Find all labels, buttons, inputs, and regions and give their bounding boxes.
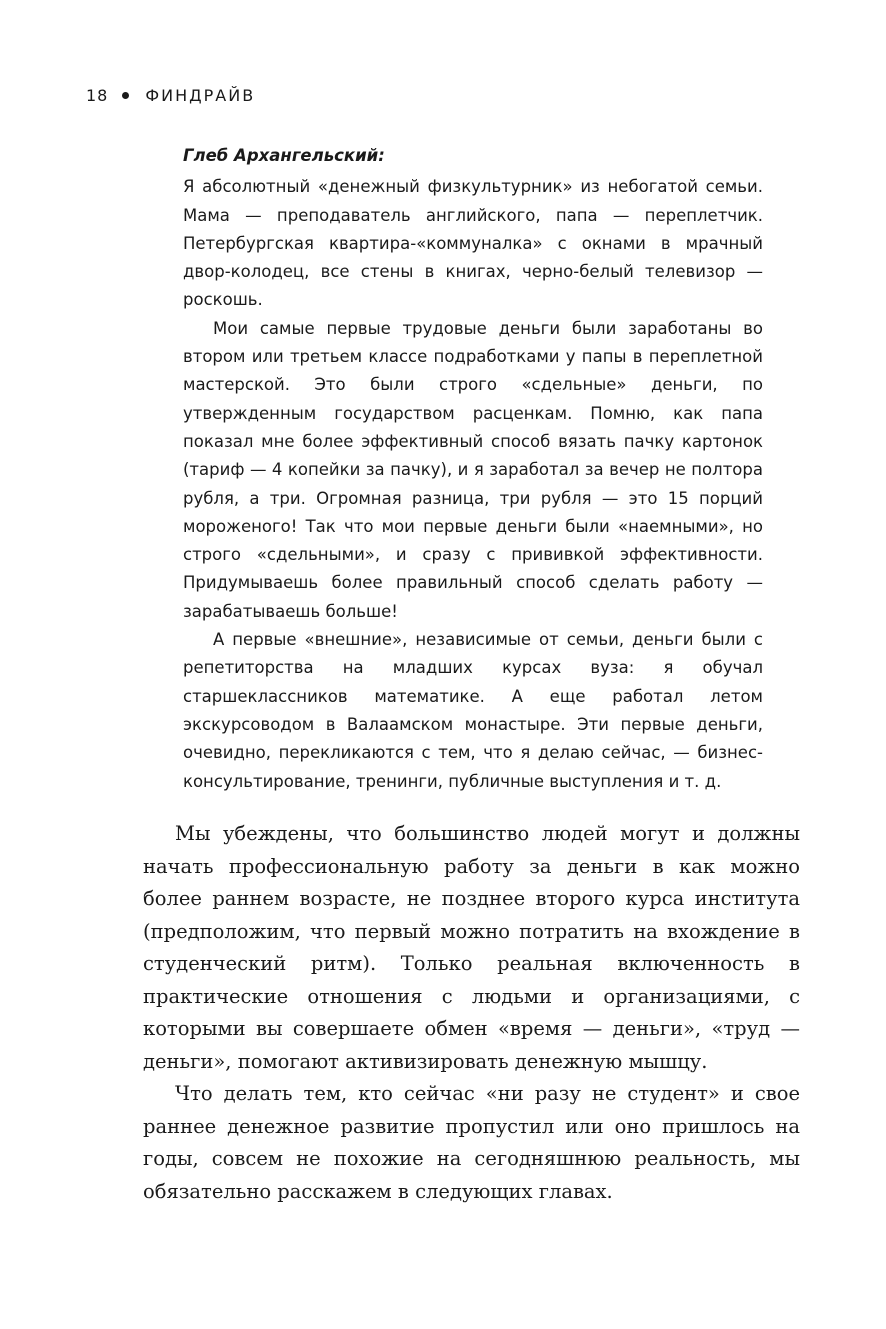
quote-paragraph: А первые «внешние», независимые от семьи, деньги были с репетиторства на младших курсах вуза: я обучал старшеклассников математике. А еще работал летом экскурсоводом в Валаамском монастыре. Эти первые деньги, очевидно, перекликаются с тем, что я делаю сейчас, — бизнес-консультирование, тренинги, публичные выступления и т. д. (183, 630, 763, 791)
body-paragraph: Мы убеждены, что большинство людей могут и должны начать профессиональную работу за деньги в как можно более раннем возрасте, не позднее второго курса института (предположим, что первый можно потратить на вхождение в студенческий ритм). Только реальная включенность в практические отношения с людьми и организациями, с которыми вы совершаете обмен «время — деньги», «труд — деньги», помогают активизировать денежную мышцу. (143, 822, 800, 1073)
quote-block (183, 142, 763, 796)
body-paragraph: Что делать тем, кто сейчас «ни разу не студент» и свое раннее денежное развитие пропустил или оно пришлось на годы, совсем не похожие на сегодняшнюю реальность, мы обязательно расскажем в следующих главах. (143, 1082, 800, 1203)
bullet-separator-icon (122, 92, 129, 99)
book-title: ФИНДРАЙВ (145, 86, 256, 105)
quote-paragraph: Мои самые первые трудовые деньги были заработаны во втором или третьем классе подработками у папы в переплетной мастерской. Это были строго «сдельные» деньги, по утвержденным государством расценкам. Помню, как папа показал мне более эффективный способ вязать пачку картонок (тариф — 4 копейки за пачку), и я заработал за вечер не полтора рубля, а три. Огромная разница, три рубля — это 15 порций мороженого! Так что мои первые деньги были «наемными», но строго «сдельными», и сразу с прививкой эффективности. Придумываешь более правильный способ сделать работу — зарабатываешь больше! (183, 318, 763, 621)
quote-paragraph: Я абсолютный «денежный физкультурник» из небогатой семьи. Мама — преподаватель английского, папа — переплетчик. Петербургская квартира-«коммуналка» с окнами в мрачный двор-колодец, все стены в книгах, черно-белый телевизор — роскошь. (183, 177, 763, 310)
running-header (86, 86, 255, 105)
main-text (143, 818, 800, 1208)
page-number: 18 (86, 86, 109, 105)
quote-author: Глеб Архангельский: (183, 146, 385, 165)
